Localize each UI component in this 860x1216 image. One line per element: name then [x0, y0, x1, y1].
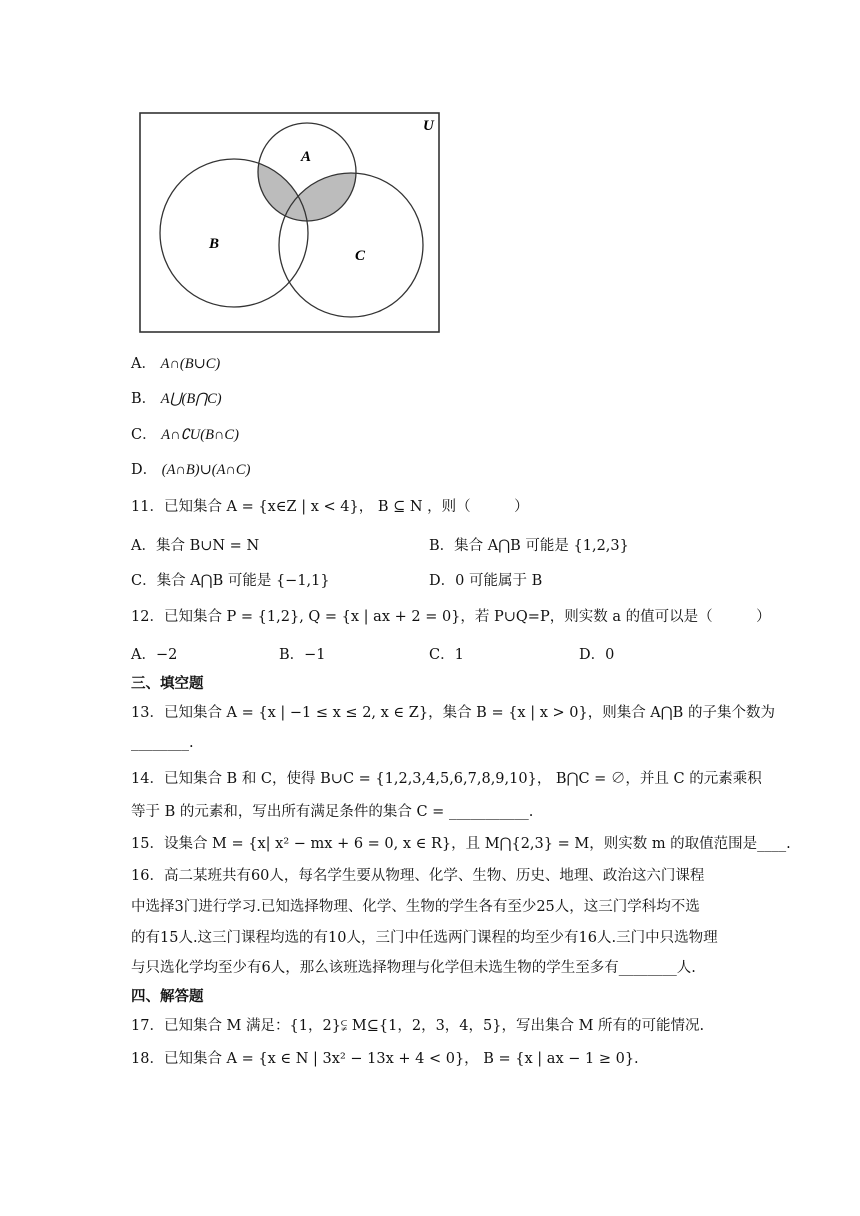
q10-option-a — [131, 354, 220, 374]
q11-option-d: D．0 可能属于 B — [429, 573, 543, 589]
q12-option-a: A．−2 — [131, 647, 178, 663]
q14-line1: 14．已知集合 B 和 C，使得 B∪C = {1,2,3,4,5,6,7,8,9,10}， B⋂C = ∅，并且 C 的元素乘积 — [131, 771, 762, 787]
option-letter: B． — [131, 391, 157, 407]
q10-option-d — [131, 460, 250, 480]
label-a: A — [301, 149, 312, 165]
q16-line3: 的有15人.这三门课程均选的有10人，三门中任选两门课程的均至少有16人.三门中只选物理 — [131, 930, 718, 946]
label-b: B — [209, 236, 220, 252]
q16-line4: 与只选化学均至少有6人，那么该班选择物理与化学但未选生物的学生至多有________人. — [131, 960, 696, 976]
q10-option-c — [131, 425, 239, 445]
q16-line2: 中选择3门进行学习.已知选择物理、化学、生物的学生各有至少25人，这三门学科均不选 — [131, 899, 700, 915]
q11-option-c: C．集合 A⋂B 可能是 {−1,1} — [131, 573, 330, 589]
q11-option-a: A．集合 B∪N = N — [131, 538, 260, 554]
option-expr: A∩(B∪C) — [160, 356, 221, 372]
option-letter: D． — [131, 462, 158, 478]
q10-option-b — [131, 389, 222, 409]
q12-option-c: C．1 — [429, 647, 464, 663]
q14-line2: 等于 B 的元素和，写出所有满足条件的集合 C = ___________. — [131, 804, 534, 820]
option-expr: A⋃(B⋂C) — [160, 391, 222, 407]
q13-line2: ________. — [131, 735, 194, 751]
universe-rectangle — [140, 113, 439, 332]
q16-line1: 16．高二某班共有60人，每名学生要从物理、化学、生物、历史、地理、政治这六门课程 — [131, 868, 705, 884]
venn-diagram — [139, 112, 441, 334]
q11-option-b: B．集合 A⋂B 可能是 {1,2,3} — [429, 538, 629, 554]
option-letter: C． — [131, 427, 157, 443]
q11-stem: 11．已知集合 A = {x∈Z | x < 4}， B ⊆ N ，则（ ） — [131, 499, 529, 515]
q12-option-b: B．−1 — [279, 647, 326, 663]
label-u: U — [423, 118, 434, 134]
q12-option-d: D．0 — [579, 647, 615, 663]
shaded-region-a-b — [160, 159, 308, 307]
q13-line1: 13．已知集合 A = {x | −1 ≤ x ≤ 2, x ∈ Z}，集合 B = {x | x > 0}，则集合 A⋂B 的子集个数为 — [131, 705, 775, 721]
section-heading-fill-blank: 三、填空题 — [131, 675, 204, 692]
q17-text: 17．已知集合 M 满足：{1，2}⫋ M⊆{1，2，3，4，5}，写出集合 M 所有的可能情况. — [131, 1018, 705, 1034]
option-letter: A． — [131, 356, 156, 372]
label-c: C — [355, 248, 366, 264]
option-expr: (A∩B)∪(A∩C) — [161, 462, 251, 478]
option-expr: A∩∁U(B∩C) — [161, 427, 239, 443]
section-heading-answers: 四、解答题 — [131, 988, 204, 1005]
q12-stem: 12．已知集合 P = {1,2}, Q = {x | ax + 2 = 0}，若 P∪Q=P，则实数 a 的值可以是（ ） — [131, 609, 771, 625]
q18-text: 18．已知集合 A = {x ∈ N | 3x² − 13x + 4 < 0}， B = {x | ax − 1 ≥ 0}. — [131, 1051, 639, 1067]
q15-text: 15．设集合 M = {x| x² − mx + 6 = 0, x ∈ R}，且 M⋂{2,3} = M，则实数 m 的取值范围是____. — [131, 836, 791, 852]
